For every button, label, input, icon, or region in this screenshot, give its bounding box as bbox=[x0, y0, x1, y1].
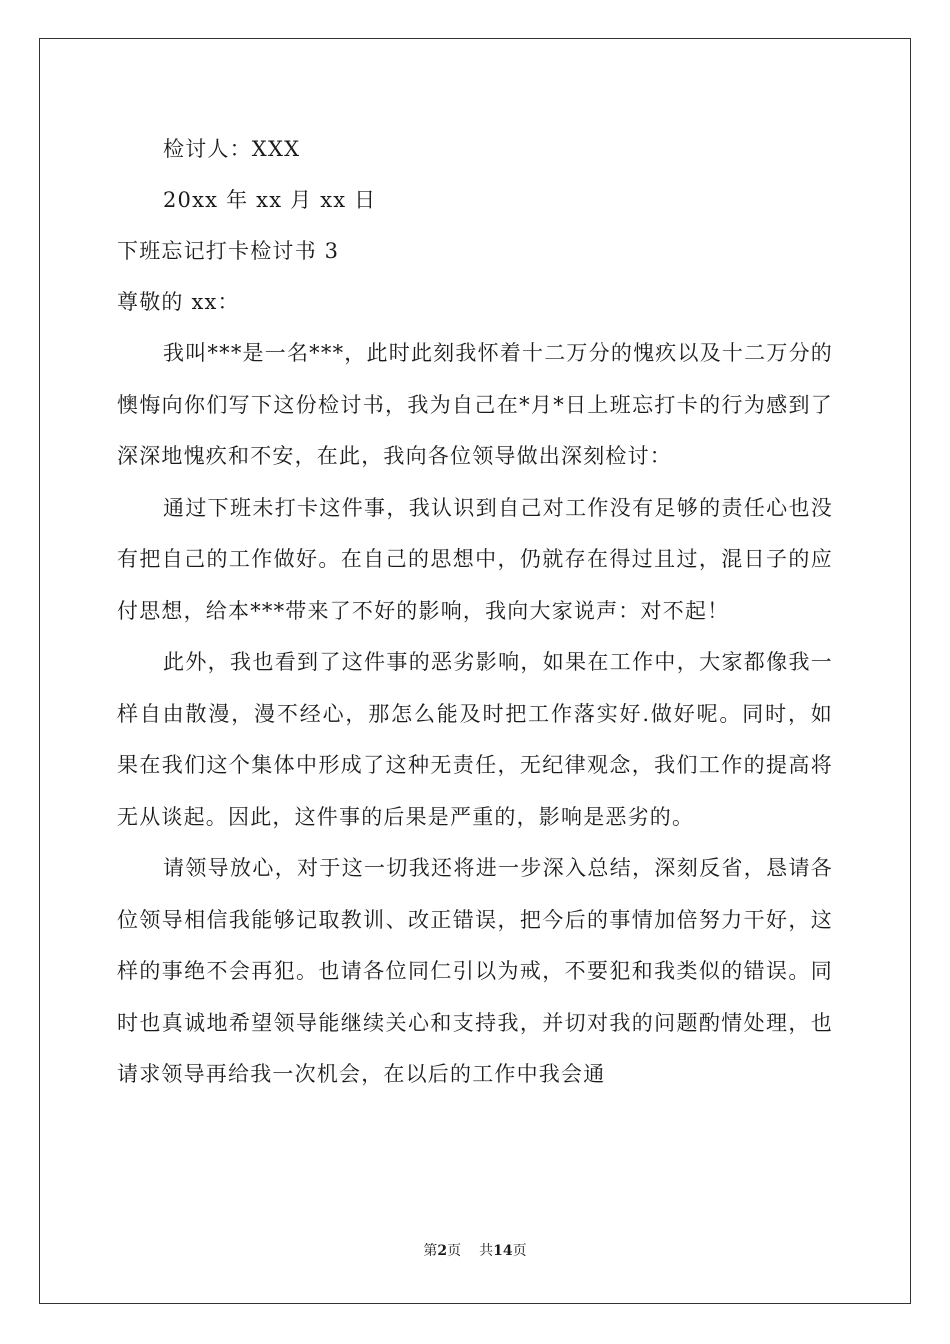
date-line: 20xx 年 xx 月 xx 日 bbox=[163, 188, 377, 212]
paragraph-3: 此外，我也看到了这件事的恶劣影响，如果在工作中，大家都像我一样自由散漫，漫不经心，那怎么能及时把工作落实好.做好呢。同时，如果在我们这个集体中形成了这种无责任，无纪律观念，我们工作的提高将无从谈起。因此，这件事的后果是严重的，影响是恶劣的。 bbox=[117, 650, 833, 829]
page-prefix: 第 bbox=[423, 1243, 438, 1259]
document-body bbox=[117, 124, 833, 1101]
page-suffix: 页 bbox=[447, 1243, 462, 1259]
page-current: 2 bbox=[437, 1243, 448, 1259]
paragraph-2: 通过下班未打卡这件事，我认识到自己对工作没有足够的责任心也没有把自己的工作做好。在自己的思想中，仍就存在得过且过，混日子的应付思想，给本***带来了不好的影响，我向大家说声：对不起！ bbox=[117, 495, 833, 623]
total-suffix: 页 bbox=[512, 1243, 527, 1259]
salutation: 尊敬的 xx： bbox=[117, 290, 240, 314]
paragraph-1: 我叫***是一名***，此时此刻我怀着十二万分的愧疚以及十二万分的懊悔向你们写下这份检讨书，我为自己在*月*日上班忘打卡的行为感到了深深地愧疚和不安，在此，我向各位领导做出深刻检讨： bbox=[117, 341, 833, 468]
section-title: 下班忘记打卡检讨书 3 bbox=[117, 239, 340, 263]
page-total: 14 bbox=[493, 1243, 513, 1259]
page-footer bbox=[0, 1240, 950, 1260]
signer-line: 检讨人：XXX bbox=[163, 137, 301, 161]
total-prefix: 共 bbox=[479, 1243, 494, 1259]
paragraph-4: 请领导放心，对于这一切我还将进一步深入总结，深刻反省，恳请各位领导相信我能够记取教训、改正错误，把今后的事情加倍努力干好，这样的事绝不会再犯。也请各位同仁引以为戒，不要犯和我类似的错误。同时也真诚地希望领导能继续关心和支持我，并切对我的问题酌情处理，也请求领导再给我一次机会，在以后的工作中我会通 bbox=[117, 856, 833, 1086]
